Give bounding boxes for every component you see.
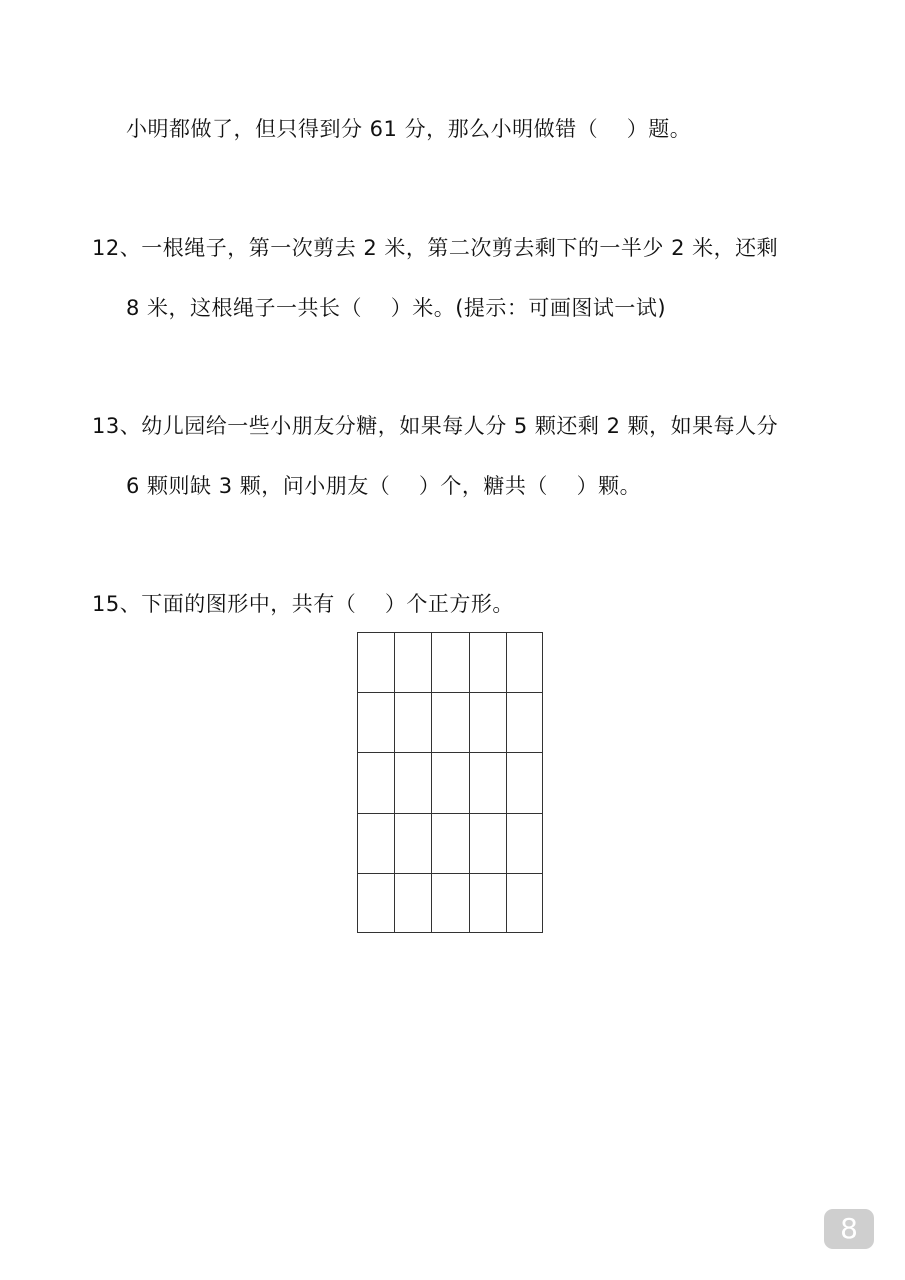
square-count-grid-figure [357,632,543,933]
page-number-badge: 8 [824,1209,874,1249]
question-text-line: 小明都做了，但只得到分 61 分，那么小明做错（ ）题。 [126,117,692,141]
question-text-line: 6 颗则缺 3 颗，问小朋友（ ）个，糖共（ ）颗。 [126,474,642,498]
question-text-line: 15、下面的图形中，共有（ ）个正方形。 [92,592,514,616]
question-text-line: 12、一根绳子，第一次剪去 2 米，第二次剪去剩下的一半少 2 米，还剩 [92,236,779,260]
question-text-line: 13、幼儿园给一些小朋友分糖，如果每人分 5 颗还剩 2 颗，如果每人分 [92,414,779,438]
grid-outer-border [358,633,543,933]
question-text-line: 8 米，这根绳子一共长（ ）米。(提示：可画图试一试) [126,296,667,320]
